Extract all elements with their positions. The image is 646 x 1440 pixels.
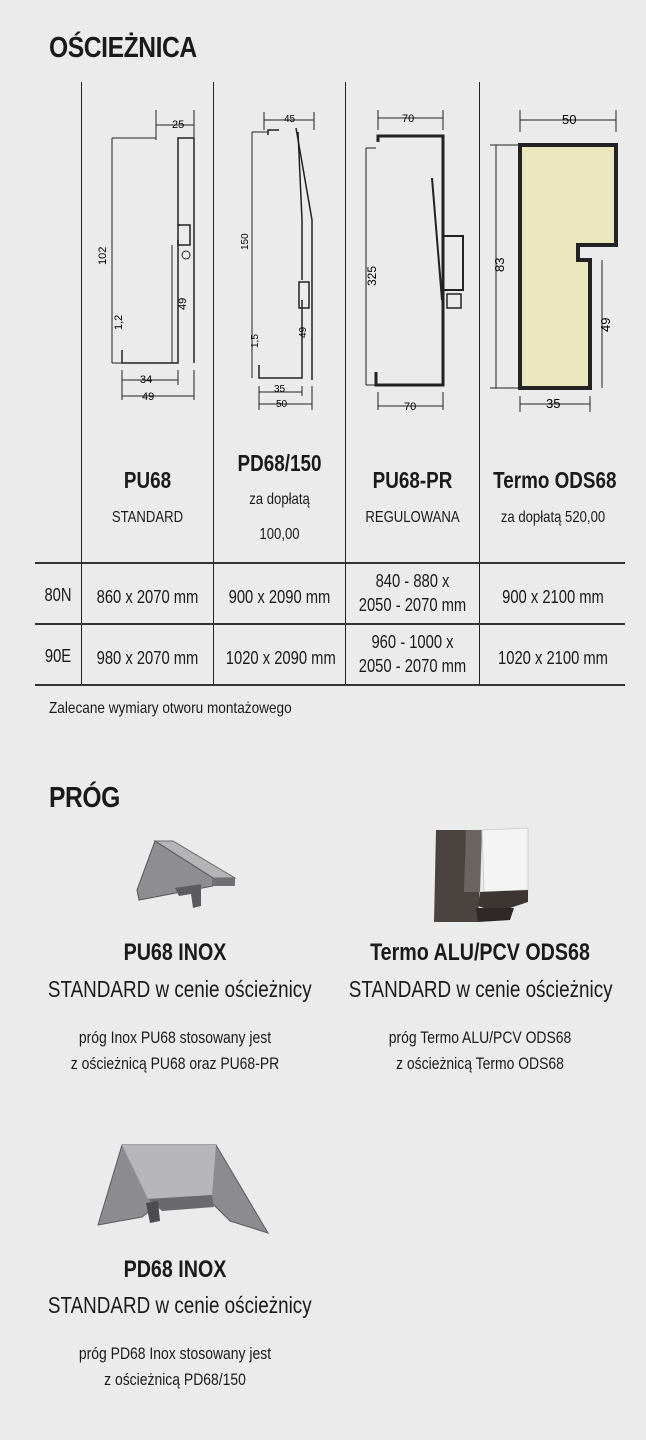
- pd68-inox-threshold-image: [96, 1143, 270, 1239]
- row-label-90e: 90E: [44, 646, 72, 666]
- threshold-desc-termo-alu-pcv: z ościeżnicą Termo ODS68: [396, 1054, 564, 1073]
- product-sub-termo-ods68: za dopłatą 520,00: [500, 509, 606, 526]
- threshold-desc-termo-alu-pcv: próg Termo ALU/PCV ODS68: [388, 1028, 572, 1047]
- mounting-note: Zalecane wymiary otworu montażowego: [49, 700, 292, 717]
- threshold-section-title: PRÓG: [49, 782, 120, 814]
- threshold-name-termo-alu-pcv: Termo ALU/PCV ODS68: [370, 939, 590, 966]
- dim-label: 50: [276, 399, 288, 410]
- dim-label: 70: [402, 113, 415, 125]
- dim-label: 49: [177, 297, 189, 310]
- pu68-pr-profile-drawing: [346, 100, 479, 410]
- table-cell: 980 x 2070 mm: [96, 648, 199, 668]
- row-label-80n: 80N: [44, 585, 72, 605]
- termo-alu-pcv-threshold-image: [430, 826, 532, 924]
- threshold-sub-pd68-inox: STANDARD w cenie ościeżnicy: [47, 1292, 312, 1318]
- dim-label: 1,2: [113, 314, 125, 330]
- dim-label: 45: [284, 114, 296, 125]
- dim-label: 150: [240, 233, 251, 250]
- dim-label: 1,5: [250, 334, 261, 348]
- product-name-pu68: PU68: [123, 467, 172, 493]
- dim-label: 102: [97, 246, 109, 265]
- threshold-sub-termo-alu-pcv: STANDARD w cenie ościeżnicy: [348, 976, 613, 1002]
- dim-label: 49: [298, 326, 309, 338]
- termo-ods68-profile-drawing: [480, 100, 626, 415]
- table-cell: 960 - 1000 x 2050 - 2070 mm: [358, 632, 467, 676]
- pd68-profile-drawing: [214, 100, 345, 410]
- table-cell: 900 x 2090 mm: [228, 587, 331, 607]
- product-sub-pu68: STANDARD: [111, 509, 184, 526]
- dim-label: 49: [142, 391, 155, 403]
- product-name-pd68: PD68/150: [237, 450, 322, 476]
- threshold-sub-pu68-inox: STANDARD w cenie ościeżnicy: [47, 976, 312, 1002]
- product-sub-pd68: za dopłatą: [249, 491, 310, 508]
- product-price-pd68: 100,00: [259, 526, 300, 543]
- dim-label: 49: [598, 317, 613, 332]
- dim-label: 70: [404, 401, 417, 410]
- table-cell: 1020 x 2090 mm: [225, 648, 336, 668]
- product-sub-pu68-pr: REGULOWANA: [365, 509, 460, 526]
- pu68-inox-threshold-image: [135, 838, 240, 913]
- product-name-pu68-pr: PU68-PR: [372, 467, 453, 493]
- table-cell: 860 x 2070 mm: [96, 587, 199, 607]
- threshold-name-pu68-inox: PU68 INOX: [123, 939, 227, 966]
- table-cell: 1020 x 2100 mm: [498, 648, 608, 668]
- threshold-desc-pd68-inox: z ościeżnicą PD68/150: [104, 1370, 246, 1389]
- threshold-desc-pd68-inox: próg PD68 Inox stosowany jest: [78, 1344, 272, 1363]
- threshold-desc-pu68-inox: z ościeżnicą PU68 oraz PU68-PR: [70, 1054, 280, 1073]
- threshold-name-pd68-inox: PD68 INOX: [123, 1256, 227, 1283]
- table-cell: 840 - 880 x 2050 - 2070 mm: [358, 571, 467, 615]
- dim-label: 35: [274, 384, 286, 395]
- dim-label: 34: [140, 374, 153, 386]
- dim-label: 50: [562, 112, 577, 127]
- table-rule: [35, 684, 625, 686]
- dim-label: 25: [172, 119, 185, 131]
- table-rule: [35, 562, 625, 564]
- table-rule: [35, 623, 625, 625]
- dim-label: 325: [365, 265, 379, 286]
- dim-label: 83: [492, 257, 507, 272]
- table-cell: 900 x 2100 mm: [502, 587, 604, 607]
- frame-section-title: OŚCIEŻNICA: [49, 32, 197, 64]
- threshold-desc-pu68-inox: próg Inox PU68 stosowany jest: [78, 1028, 272, 1047]
- pu68-profile-drawing: [82, 100, 213, 410]
- product-name-termo-ods68: Termo ODS68: [493, 467, 617, 493]
- dim-label: 35: [546, 396, 561, 411]
